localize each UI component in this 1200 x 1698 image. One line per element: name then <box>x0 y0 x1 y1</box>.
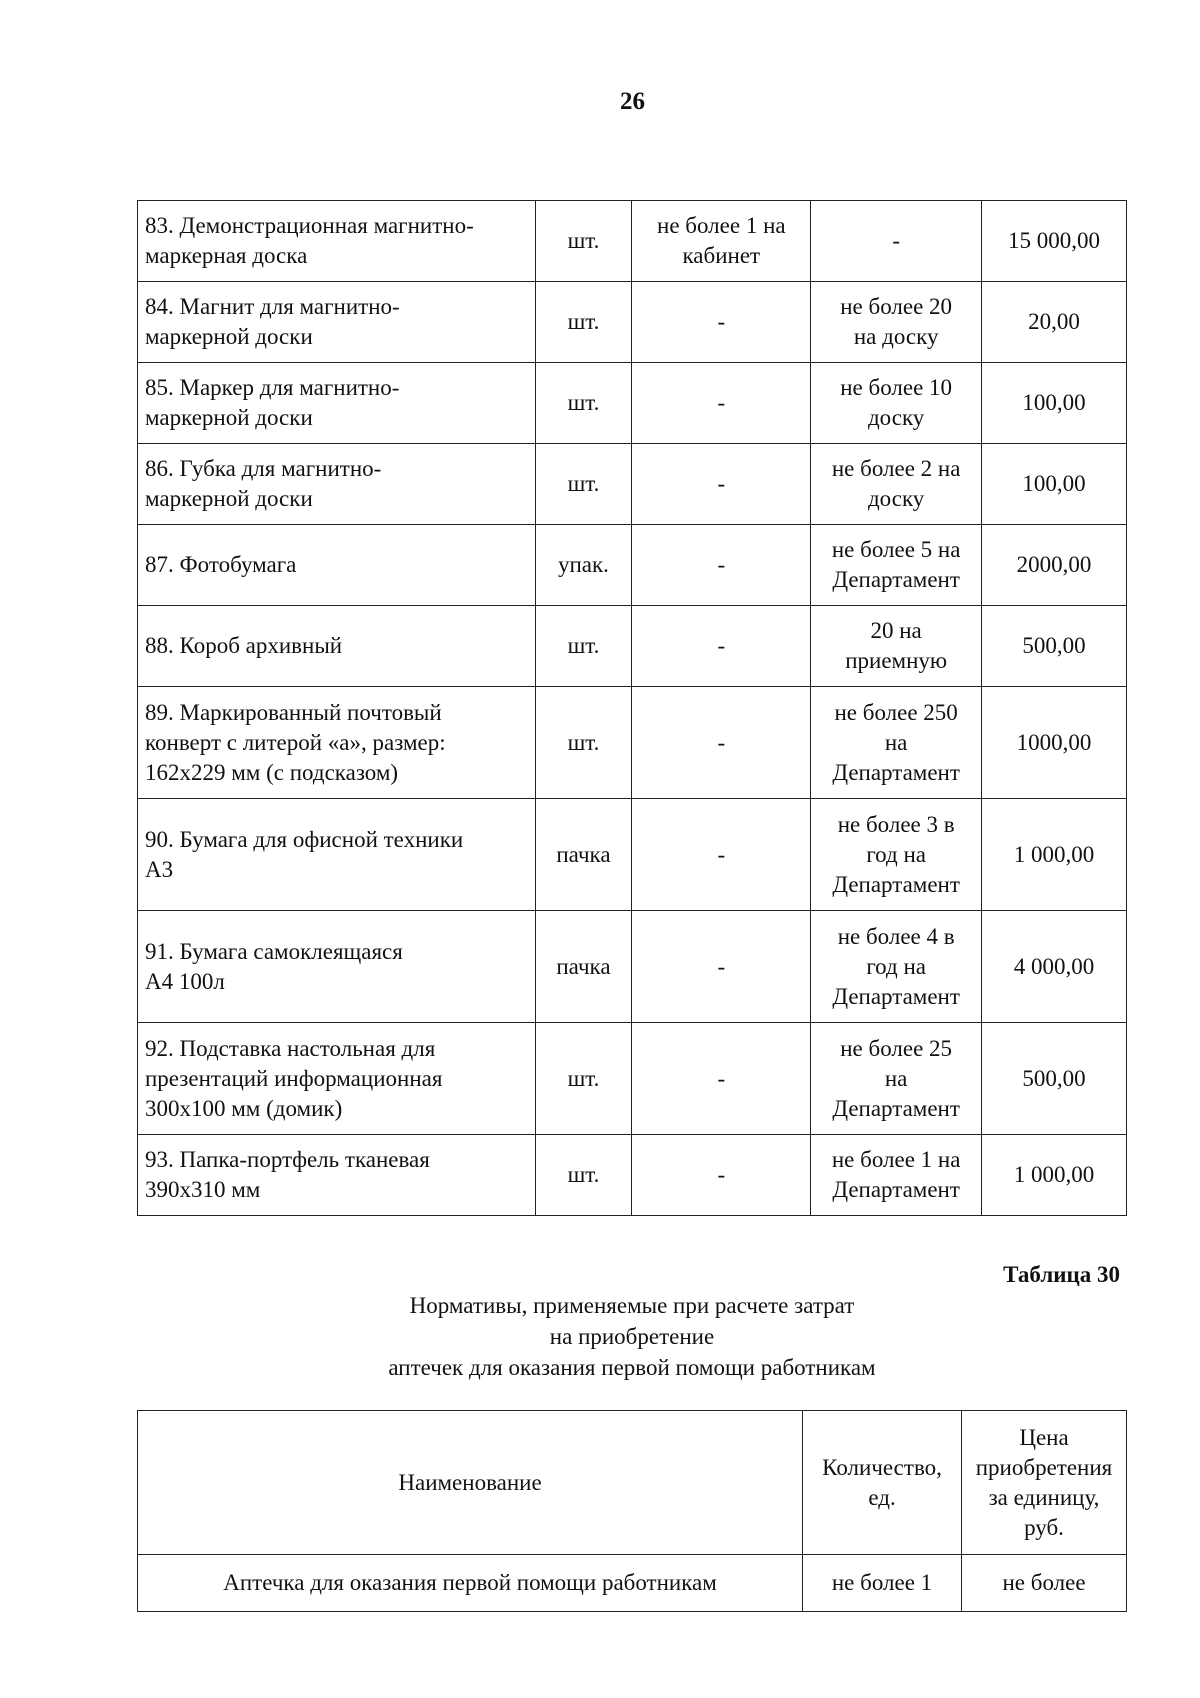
cell-unit: шт. <box>535 687 632 799</box>
cell-name <box>138 363 536 444</box>
table-row <box>138 282 1127 363</box>
cell-price: 500,00 <box>982 606 1127 687</box>
cell-line: 92. Подставка настольная для <box>145 1035 436 1061</box>
cell-line: 90. Бумага для офисной техники <box>145 826 464 852</box>
cell-qty <box>632 363 811 444</box>
cell-line: 83. Демонстрационная магнитно- <box>145 213 474 238</box>
cell-line: год на <box>866 953 926 979</box>
cell-line: 93. Папка-портфель тканевая <box>145 1147 430 1172</box>
table-row <box>138 363 1127 444</box>
cell-name: Аптечка для оказания первой помощи работникам <box>138 1555 803 1612</box>
cell-line: доску <box>867 405 925 430</box>
cell-line: - <box>717 729 726 755</box>
cell-line: 91. Бумага самоклеящаяся <box>145 938 403 964</box>
cell-line: 162x229 мм (с подсказом) <box>145 759 399 785</box>
cell-qty <box>632 799 811 911</box>
cell-price: 500,00 <box>982 1023 1127 1135</box>
table-row <box>138 606 1127 687</box>
cell-qty <box>632 687 811 799</box>
cell-line: - <box>717 953 726 979</box>
cell-line: 20 на <box>870 618 922 643</box>
cell-price: 100,00 <box>982 363 1127 444</box>
header-line: ед. <box>868 1484 896 1510</box>
table-row <box>138 1023 1127 1135</box>
cell-line: 85. Маркер для магнитно- <box>145 375 400 400</box>
cell-line: год на <box>866 841 926 867</box>
cell-line: маркерной доски <box>145 486 313 511</box>
cell-line: 300x100 мм (домик) <box>145 1095 343 1121</box>
table-row <box>138 799 1127 911</box>
cell-line: не более 1 на <box>657 213 786 238</box>
cell-norm <box>811 687 982 799</box>
cell-line: презентаций информационная <box>145 1065 443 1091</box>
cell-qty <box>632 1135 811 1216</box>
cell-price: 20,00 <box>982 282 1127 363</box>
header-line: руб. <box>1024 1514 1064 1540</box>
table-header-row <box>138 1411 1127 1555</box>
cell-unit: шт. <box>535 1023 632 1135</box>
cell-qty <box>632 525 811 606</box>
cell-line: кабинет <box>682 243 761 268</box>
cell-line: не более 20 <box>840 294 953 319</box>
cell-unit: шт. <box>535 606 632 687</box>
cell-unit: шт. <box>535 282 632 363</box>
cell-line: маркерной доски <box>145 405 313 430</box>
header-line: за единицу, <box>988 1484 1100 1510</box>
cell-line: Департамент <box>832 567 960 592</box>
cell-name <box>138 687 536 799</box>
table-row <box>138 911 1127 1023</box>
table-row <box>138 444 1127 525</box>
cell-name <box>138 799 536 911</box>
cell-qty <box>632 282 811 363</box>
cell-line: Департамент <box>832 1177 960 1202</box>
cell-qty <box>632 1023 811 1135</box>
cell-line: на доску <box>853 324 939 349</box>
cell-line: 84. Магнит для магнитно- <box>145 294 400 319</box>
first-aid-table <box>137 1410 1127 1612</box>
cell-line: не более 3 в <box>837 811 955 837</box>
cell-line: приемную <box>845 648 948 673</box>
table-row <box>138 525 1127 606</box>
cell-name <box>138 282 536 363</box>
cell-norm <box>811 799 982 911</box>
cell-qty: не более 1 <box>803 1555 962 1612</box>
cell-line: маркерной доски <box>145 324 313 349</box>
cell-price: 2000,00 <box>982 525 1127 606</box>
cell-unit: шт. <box>535 363 632 444</box>
cell-norm <box>811 1023 982 1135</box>
cell-line: не более 4 в <box>837 923 955 949</box>
cell-price: 1000,00 <box>982 687 1127 799</box>
table-title-line: Нормативы, применяемые при расчете затрат <box>409 1293 855 1318</box>
cell-line: - <box>717 552 726 577</box>
cell-line: не более 1 на <box>831 1147 961 1172</box>
header-line: Количество, <box>822 1454 942 1480</box>
table-label: Таблица 30 <box>1003 1262 1120 1287</box>
cell-line: не более 2 на <box>831 456 961 481</box>
header-line: приобретения <box>975 1454 1113 1480</box>
table-title-line: на приобретение <box>549 1324 715 1349</box>
cell-line: A3 <box>145 856 174 882</box>
cell-name <box>138 606 536 687</box>
cell-price: 100,00 <box>982 444 1127 525</box>
cell-line: - <box>717 309 726 334</box>
cell-line: - <box>717 633 726 658</box>
cell-line: 390x310 мм <box>145 1177 261 1202</box>
cell-line: - <box>717 1065 726 1091</box>
cell-line: не более 5 на <box>831 537 961 562</box>
cell-name <box>138 525 536 606</box>
cell-unit: пачка <box>535 799 632 911</box>
cell-line: 87. Фотобумага <box>145 552 297 577</box>
cell-line: 86. Губка для магнитно- <box>145 456 382 481</box>
cell-name <box>138 201 536 282</box>
cell-line: Департамент <box>832 759 960 785</box>
table-row <box>138 201 1127 282</box>
cell-line: не более 250 <box>834 699 958 725</box>
cell-line: 88. Короб архивный <box>145 633 343 658</box>
cell-qty <box>632 606 811 687</box>
cell-line: не более 10 <box>840 375 953 400</box>
cell-line: 89. Маркированный почтовый <box>145 699 442 725</box>
cell-qty <box>632 201 811 282</box>
cell-name <box>138 911 536 1023</box>
cell-line: - <box>717 390 726 415</box>
cell-line: - <box>717 1162 726 1187</box>
table-row <box>138 1135 1127 1216</box>
cell-name <box>138 1023 536 1135</box>
cell-line: Департамент <box>832 871 960 897</box>
supplies-table-body <box>138 201 1127 1216</box>
table-title-line: аптечек для оказания первой помощи работникам <box>388 1355 876 1380</box>
header-line: Цена <box>1019 1424 1069 1450</box>
cell-line: - <box>717 841 726 867</box>
table-row <box>138 687 1127 799</box>
header-name: Наименование <box>138 1411 803 1555</box>
cell-norm <box>811 282 982 363</box>
cell-price: не более <box>962 1555 1127 1612</box>
cell-norm <box>811 525 982 606</box>
cell-price: 15 000,00 <box>982 201 1127 282</box>
cell-unit: шт. <box>535 444 632 525</box>
cell-line: не более 25 <box>840 1035 953 1061</box>
cell-price: 1 000,00 <box>982 799 1127 911</box>
cell-norm <box>811 444 982 525</box>
header-price <box>962 1411 1127 1555</box>
cell-norm <box>811 363 982 444</box>
cell-norm <box>811 201 982 282</box>
cell-line: А4 100л <box>145 968 225 994</box>
cell-unit: шт. <box>535 1135 632 1216</box>
cell-norm <box>811 911 982 1023</box>
cell-line: маркерная доска <box>145 243 308 268</box>
header-qty <box>803 1411 962 1555</box>
table-row <box>138 1555 1127 1612</box>
cell-qty <box>632 911 811 1023</box>
cell-line: конверт с литерой «а», размер: <box>145 729 446 755</box>
table-title <box>137 1290 1127 1383</box>
cell-line: доску <box>867 486 925 511</box>
cell-price: 4 000,00 <box>982 911 1127 1023</box>
cell-qty <box>632 444 811 525</box>
cell-price: 1 000,00 <box>982 1135 1127 1216</box>
cell-line: на <box>884 729 908 755</box>
cell-norm <box>811 1135 982 1216</box>
cell-name <box>138 1135 536 1216</box>
cell-unit: шт. <box>535 201 632 282</box>
cell-unit: пачка <box>535 911 632 1023</box>
cell-line: на <box>884 1065 908 1091</box>
cell-line: - <box>892 228 900 253</box>
page-number: 26 <box>620 88 645 115</box>
cell-norm <box>811 606 982 687</box>
cell-line: Департамент <box>832 1095 960 1121</box>
cell-line: - <box>717 471 726 496</box>
cell-name <box>138 444 536 525</box>
supplies-table <box>137 200 1127 1216</box>
cell-line: Департамент <box>832 983 960 1009</box>
cell-unit: упак. <box>535 525 632 606</box>
